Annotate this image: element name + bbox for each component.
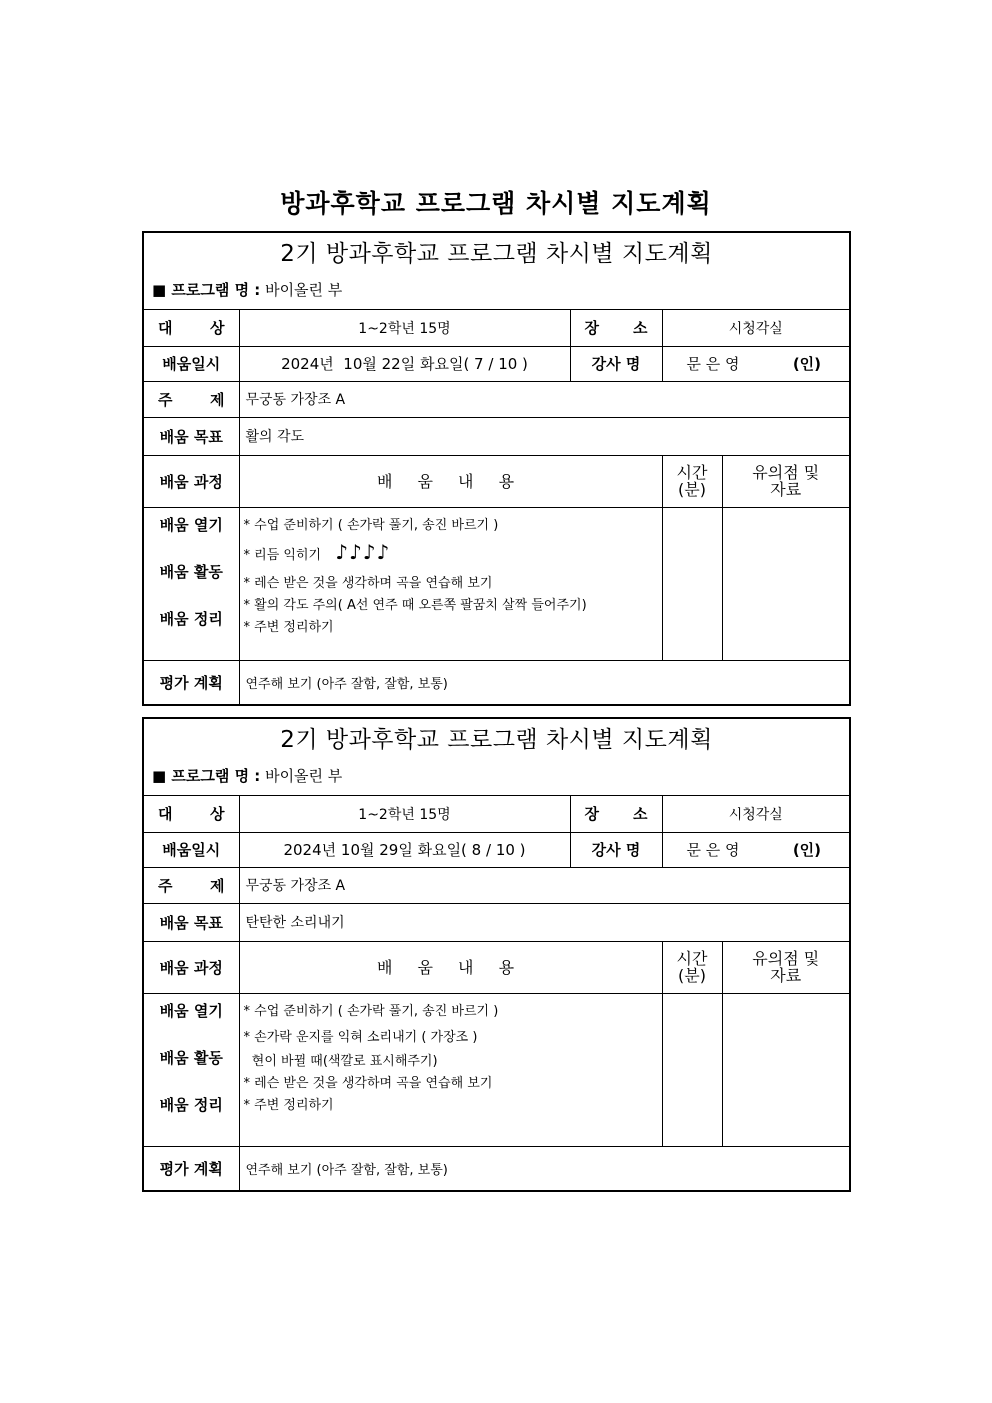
stage-opening: 배움 열기 xyxy=(159,515,223,534)
plan-header xyxy=(144,233,849,310)
stage-activity: 배움 활동 xyxy=(159,1048,223,1067)
date-value: 2024년 10월 22일 화요일( 7 / 10 ) xyxy=(239,346,570,381)
stage-opening: 배움 열기 xyxy=(159,1001,223,1020)
place-value: 시청각실 xyxy=(662,796,849,832)
music-notes-icon: ♪♪♪♪ xyxy=(335,539,391,564)
content-line-5: * 주변 정리하기 xyxy=(243,1097,334,1113)
time-cell xyxy=(662,507,722,660)
program-name-line xyxy=(152,280,342,300)
topic-value: 무궁동 가장조 A xyxy=(239,867,849,903)
notes-header-1: 유의점 및 xyxy=(752,949,820,968)
content-line-1: * 수업 준비하기 ( 손가락 풀기, 송진 바르기 ) xyxy=(243,517,499,533)
time-header xyxy=(662,941,722,993)
eval-value: 연주해 보기 (아주 잘함, 잘함, 보통) xyxy=(239,660,849,704)
eval-label: 평가 계획 xyxy=(144,660,239,704)
plan-table xyxy=(144,796,849,1190)
teacher-label: 강사 명 xyxy=(570,832,662,867)
plan-title: 2기 방과후학교 프로그램 차시별 지도계획 xyxy=(280,241,713,267)
goal-value: 활의 각도 xyxy=(239,417,849,455)
notes-header xyxy=(722,455,849,507)
page-title: 방과후학교 프로그램 차시별 지도계획 xyxy=(280,189,712,218)
teacher-seal: (인) xyxy=(792,355,822,373)
notes-cell xyxy=(722,507,849,660)
time-header-2: (분) xyxy=(678,966,706,985)
content-line-2 xyxy=(244,540,391,564)
content-line-3: 현이 바뀔 때(색깔로 표시해주기) xyxy=(243,1053,438,1069)
program-name-line xyxy=(152,766,342,786)
notes-header-2: 자료 xyxy=(770,966,802,985)
content-header: 배 움 내 용 xyxy=(239,455,662,507)
content-line-3: * 레슨 받은 것을 생각하며 곡을 연습해 보기 xyxy=(243,575,493,591)
notes-header-2: 자료 xyxy=(770,480,802,499)
teacher-name: 문 은 영 xyxy=(686,841,740,859)
process-label: 배움 과정 xyxy=(144,941,239,993)
content-line-5: * 주변 정리하기 xyxy=(243,619,334,635)
goal-label: 배움 목표 xyxy=(144,417,239,455)
notes-cell xyxy=(722,993,849,1146)
stages-cell xyxy=(144,993,239,1146)
stages-cell xyxy=(144,507,239,660)
lesson-plan-2 xyxy=(142,717,851,1192)
place-label: 장 소 xyxy=(570,796,662,832)
notes-header xyxy=(722,941,849,993)
goal-value: 탄탄한 소리내기 xyxy=(239,903,849,941)
teacher-cell xyxy=(662,346,849,381)
program-label: ■ 프로그램 명 : xyxy=(152,767,261,785)
plan-table xyxy=(144,310,849,704)
date-label: 배움일시 xyxy=(144,346,239,381)
teacher-label: 강사 명 xyxy=(570,346,662,381)
time-cell xyxy=(662,993,722,1146)
target-value: 1~2학년 15명 xyxy=(239,796,570,832)
time-header-2: (분) xyxy=(678,480,706,499)
goal-label: 배움 목표 xyxy=(144,903,239,941)
content-cell xyxy=(239,507,662,660)
process-label: 배움 과정 xyxy=(144,455,239,507)
teacher-cell xyxy=(662,832,849,867)
stage-closing: 배움 정리 xyxy=(159,1095,223,1114)
time-header-1: 시간 xyxy=(676,463,708,482)
content-line-1: * 수업 준비하기 ( 손가락 풀기, 송진 바르기 ) xyxy=(243,1003,499,1019)
plan-title: 2기 방과후학교 프로그램 차시별 지도계획 xyxy=(280,727,713,753)
target-value: 1~2학년 15명 xyxy=(239,310,570,346)
teacher-name: 문 은 영 xyxy=(686,355,740,373)
topic-label: 주 제 xyxy=(144,867,239,903)
plan-header xyxy=(144,719,849,796)
notes-header-1: 유의점 및 xyxy=(752,463,820,482)
target-label: 대 상 xyxy=(144,796,239,832)
content-line-4: * 활의 각도 주의( A선 연주 때 오른쪽 팔꿈치 살짝 들어주기) xyxy=(243,597,587,613)
place-value: 시청각실 xyxy=(662,310,849,346)
eval-value: 연주해 보기 (아주 잘함, 잘함, 보통) xyxy=(239,1146,849,1190)
eval-label: 평가 계획 xyxy=(144,1146,239,1190)
date-value: 2024년 10월 29일 화요일( 8 / 10 ) xyxy=(239,832,570,867)
content-line-2-text: * 리듬 익히기 xyxy=(243,547,322,563)
target-label: 대 상 xyxy=(144,310,239,346)
content-header: 배 움 내 용 xyxy=(239,941,662,993)
program-name: 바이올린 부 xyxy=(265,767,343,785)
stage-activity: 배움 활동 xyxy=(159,562,223,581)
teacher-seal: (인) xyxy=(792,841,822,859)
content-line-2: * 손가락 운지를 익혀 소리내기 ( 가장조 ) xyxy=(243,1029,478,1045)
topic-label: 주 제 xyxy=(144,381,239,417)
content-cell xyxy=(239,993,662,1146)
program-label: ■ 프로그램 명 : xyxy=(152,281,261,299)
time-header xyxy=(662,455,722,507)
time-header-1: 시간 xyxy=(676,949,708,968)
stage-closing: 배움 정리 xyxy=(159,609,223,628)
date-label: 배움일시 xyxy=(144,832,239,867)
place-label: 장 소 xyxy=(570,310,662,346)
program-name: 바이올린 부 xyxy=(265,281,343,299)
lesson-plan-1 xyxy=(142,231,851,706)
content-line-4: * 레슨 받은 것을 생각하며 곡을 연습해 보기 xyxy=(243,1075,493,1091)
topic-value: 무궁동 가장조 A xyxy=(239,381,849,417)
